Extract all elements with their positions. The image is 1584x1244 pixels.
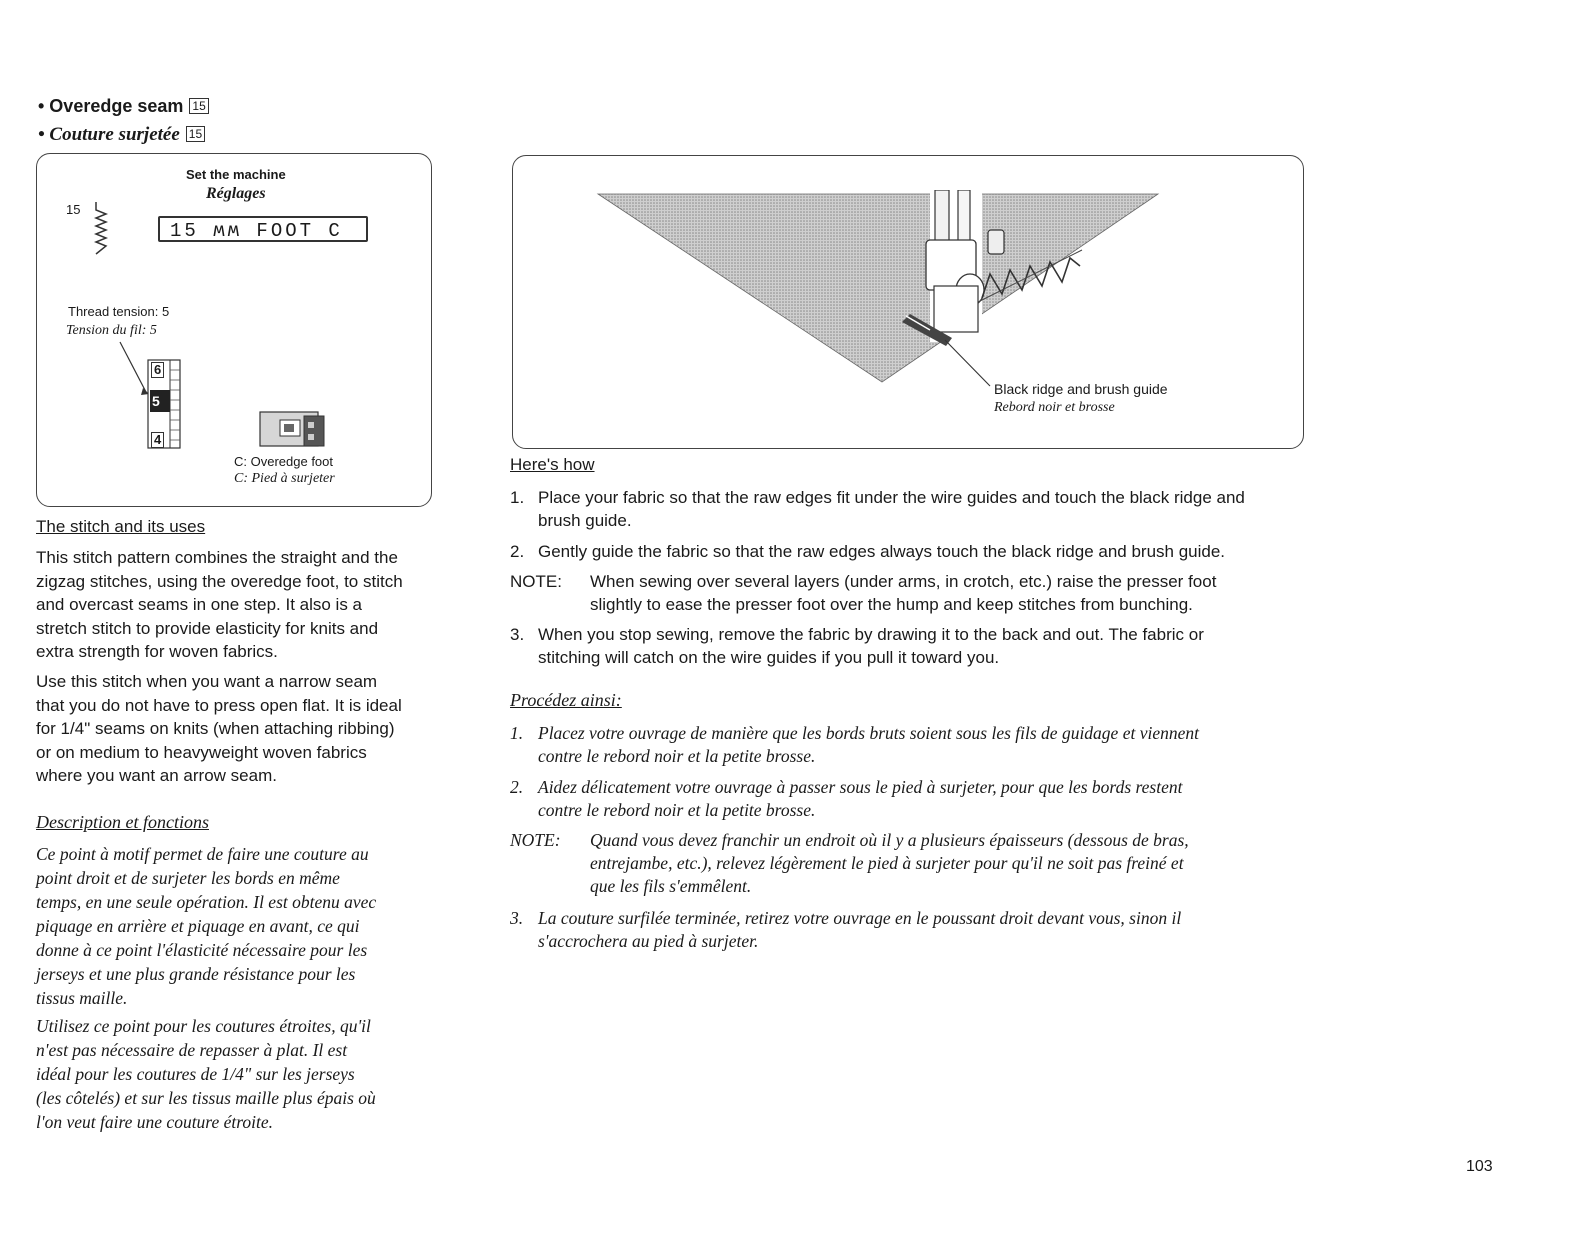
description-para1 [36, 842, 436, 1010]
text-line: slightly to ease the presser foot over the hump and keep stitches from bunching. [590, 595, 1193, 614]
description-para2 [36, 1014, 436, 1134]
section-title-en [38, 96, 209, 117]
text-line: This stitch pattern combines the straight and the [36, 548, 398, 567]
text-line: s'accrochera au pied à surjeter. [538, 931, 759, 951]
step-number: 1. [510, 488, 525, 507]
text-line: n'est pas nécessaire de repasser à plat. Il est [36, 1040, 348, 1060]
procedez-note [510, 829, 1330, 901]
lcd-display: 15 ʍʍ FOOT C [158, 216, 368, 242]
text-line: Quand vous devez franchir un endroit où il y a plusieurs épaisseurs (dessous de bras, [590, 830, 1189, 850]
section-title-fr [38, 124, 205, 146]
zigzag-stitch-icon [92, 200, 110, 256]
text-line: brush guide. [538, 511, 632, 530]
title-en-text: • Overedge seam [38, 96, 184, 116]
reglages-label: Réglages [206, 185, 266, 202]
dial-value-6: 6 [151, 362, 164, 378]
overedge-foot-icon [258, 410, 330, 450]
note-label: NOTE: [510, 830, 561, 850]
text-line: contre le rebord noir et la petite brosse. [538, 800, 816, 820]
text-line: Aidez délicatement votre ouvrage à passer sous le pied à surjeter, pour que les bords restent [538, 777, 1183, 797]
text-line: (les côtelés) et sur les tissus maille plus épais où [36, 1088, 376, 1108]
text-line: piquage en arrière et piquage en avant, ce qui [36, 916, 360, 936]
stitch-uses-para1 [36, 546, 436, 664]
text-line: contre le rebord noir et la petite brosse. [538, 746, 816, 766]
step-number: 3. [510, 908, 524, 928]
text-line: entrejambe, etc.), relevez légèrement le pied à surjeter pour qu'il ne soit pas freiné et [590, 853, 1184, 873]
text-line: or on medium to heavyweight woven fabrics [36, 742, 367, 762]
text-line: Gently guide the fabric so that the raw edges always touch the black ridge and brush guide. [538, 542, 1226, 561]
text-line: jerseys et une plus grande résistance pour les [36, 964, 356, 984]
note-label: NOTE: [510, 572, 562, 591]
dial-value-4: 4 [151, 432, 164, 448]
step-number: 1. [510, 723, 524, 743]
pattern-badge: 15 [189, 98, 208, 114]
text-line: La couture surfilée terminée, retirez votre ouvrage en le poussant droit devant vous, sinon il [538, 908, 1182, 928]
overedge-foot-illustration [590, 190, 1170, 390]
text-line: Ce point à motif permet de faire une couture au [36, 844, 369, 864]
text-line: stretch stitch to provide elasticity for knits and [36, 618, 379, 638]
procedez-step-3 [510, 907, 1330, 955]
heres-how-step-3 [510, 623, 1310, 671]
text-line: que les fils s'emmêlent. [590, 876, 752, 896]
page-number: 103 [1466, 1158, 1493, 1175]
text-line: stitching will catch on the wire guides if you pull it toward you. [538, 648, 1000, 667]
stitch-uses-heading: The stitch and its uses [36, 517, 206, 536]
text-line: and overcast seams in one step. It also is a [36, 595, 363, 614]
foot-label-en: C: Overedge foot [234, 454, 333, 469]
text-line: extra strength for woven fabrics. [36, 642, 278, 661]
heres-how-step-2 [510, 540, 1310, 564]
ridge-label-en: Black ridge and brush guide [994, 381, 1168, 397]
set-machine-label: Set the machine [186, 167, 286, 182]
text-line: point droit et de surjeter les bords en même [36, 868, 340, 888]
text-line: for 1/4" seams on knits (when attaching ribbing) [36, 719, 395, 738]
dial-value-5: 5 [152, 393, 160, 409]
procedez-step-2 [510, 776, 1330, 824]
heres-how-step-1 [510, 486, 1310, 534]
text-line: Place your fabric so that the raw edges fit under the wire guides and touch the black ridge and [538, 488, 1245, 507]
text-line: When you stop sewing, remove the fabric by drawing it to the back and out. The fabric or [538, 625, 1204, 644]
tension-fil-label: Tension du fil: 5 [66, 323, 157, 338]
pattern-number: 15 [66, 202, 81, 217]
heres-how-note [510, 570, 1310, 618]
text-line: When sewing over several layers (under arms, in crotch, etc.) raise the presser foot [590, 572, 1217, 591]
thread-tension-label: Thread tension: 5 [68, 304, 170, 319]
text-line: tissus maille. [36, 988, 128, 1008]
description-heading: Description et fonctions [36, 812, 209, 832]
step-number: 2. [510, 542, 525, 561]
text-line: zigzag stitches, using the overedge foot, to stitch [36, 571, 403, 591]
heres-how-heading: Here's how [510, 455, 595, 474]
procedez-step-1 [510, 722, 1330, 770]
text-line: idéal pour les coutures de 1/4" sur les jerseys [36, 1064, 355, 1084]
ridge-label-fr: Rebord noir et brosse [994, 400, 1115, 415]
step-number: 3. [510, 625, 525, 644]
step-number: 2. [510, 777, 524, 797]
foot-label-fr: C: Pied à surjeter [234, 471, 335, 486]
text-line: Placez votre ouvrage de manière que les bords bruts soient sous les fils de guidage et viennent [538, 723, 1199, 743]
text-line: that you do not have to press open flat. It is ideal [36, 695, 402, 715]
text-line: where you want an arrow seam. [36, 766, 277, 785]
text-line: temps, en une seule opération. Il est obtenu avec [36, 892, 377, 912]
text-line: l'on veut faire une couture étroite. [36, 1112, 274, 1132]
stitch-uses-para2 [36, 670, 436, 788]
text-line: Utilisez ce point pour les coutures étroites, qu'il [36, 1016, 371, 1036]
title-fr-text: • Couture surjetée [38, 124, 180, 145]
procedez-heading: Procédez ainsi: [510, 690, 622, 710]
pattern-badge-fr: 15 [186, 126, 205, 142]
text-line: Use this stitch when you want a narrow seam [36, 672, 378, 691]
text-line: donne à ce point l'élasticité nécessaire pour les [36, 940, 368, 960]
